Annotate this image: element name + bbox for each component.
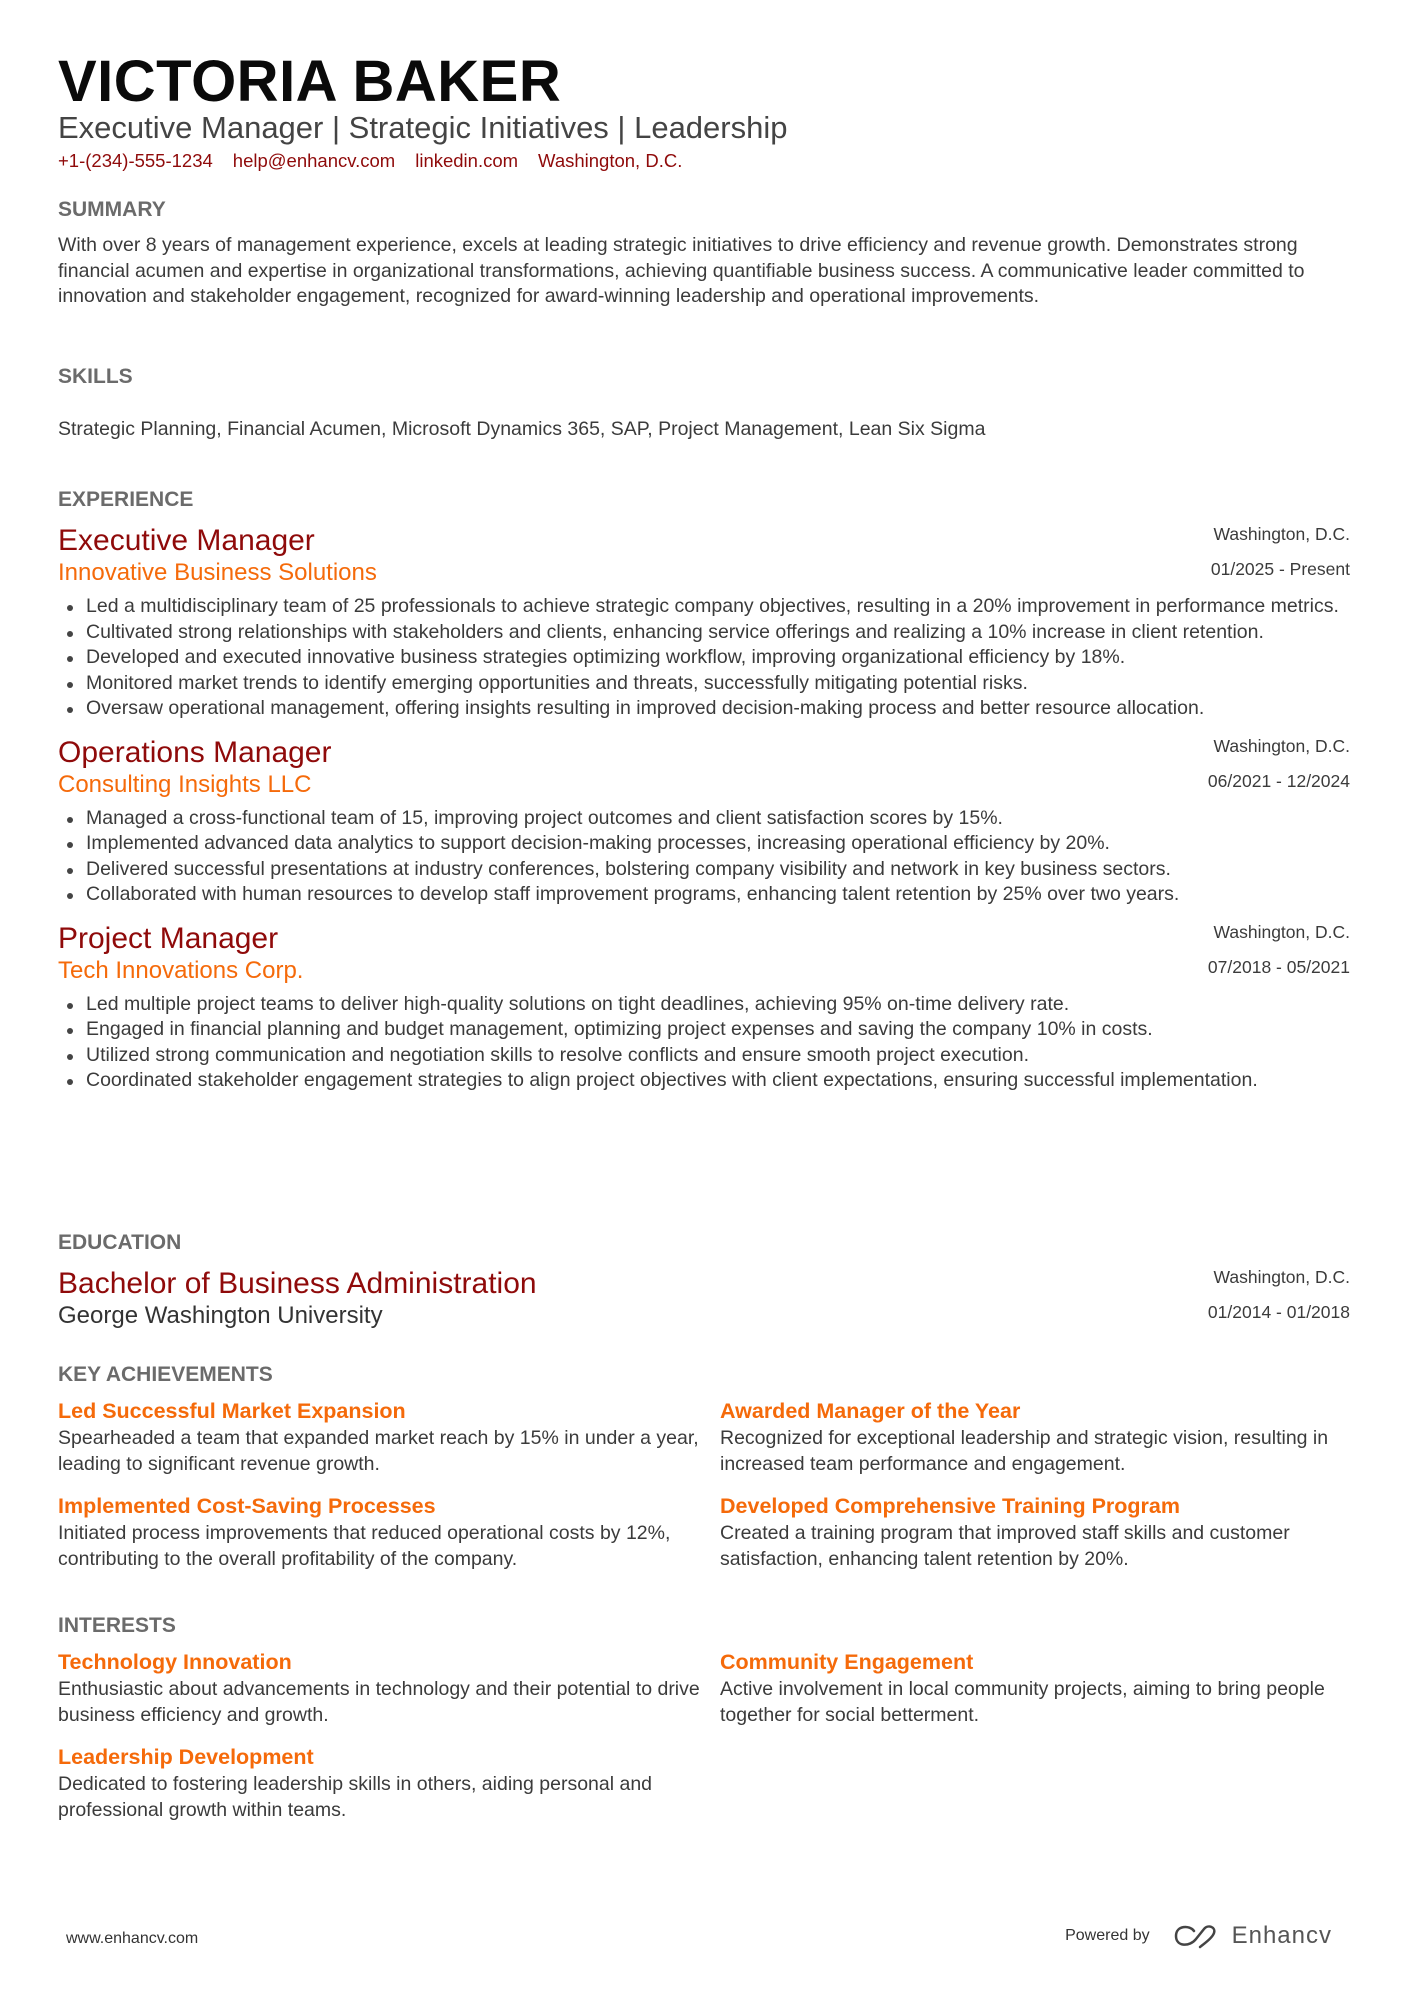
bullet: Utilized strong communication and negotiation skills to resolve conflicts and ensure smooth project execution. [58,1043,1350,1069]
job-entry [58,922,1350,1094]
achievement [720,1491,1350,1572]
job-dates: 06/2021 - 12/2024 [1207,770,1350,791]
footer-branding [1065,1922,1332,1950]
job-company: Innovative Business Solutions [58,559,377,586]
skills-heading: SKILLS [58,365,133,388]
job-role: Project Manager [58,921,279,955]
job-location: Washington, D.C. [1213,921,1350,942]
achievement [720,1396,1350,1477]
bullet: Led multiple project teams to deliver high-quality solutions on tight deadlines, achieving 95% on-time delivery rate. [58,992,1350,1018]
job-bullets [58,806,1350,908]
achievement [58,1491,720,1572]
bullet: Coordinated stakeholder engagement strategies to align project objectives with client expectations, ensuring successful implementation. [58,1068,1350,1094]
achievement-title: Led Successful Market Expansion [58,1399,406,1423]
achievement-text: Created a training program that improved staff skills and customer satisfaction, enhancing talent retention by 20%. [720,1522,1290,1570]
bullet: Led a multidisciplinary team of 25 professionals to achieve strategic company objectives, resulting in a 20% improvement in performance metrics. [58,594,1350,620]
bullet: Collaborated with human resources to develop staff improvement programs, enhancing talent retention by 25% over two years. [58,882,1350,908]
achievements-heading: KEY ACHIEVEMENTS [58,1363,273,1386]
headline: Executive Manager | Strategic Initiatives | Leadership [58,110,788,145]
contact-info [58,150,1350,172]
interest-title: Technology Innovation [58,1650,292,1674]
powered-by: Powered by [1065,1927,1150,1944]
achievement-text: Recognized for exceptional leadership and strategic vision, resulting in increased team performance and engagement. [720,1427,1329,1475]
bullet: Oversaw operational management, offering insights resulting in improved decision-making process and better resource allocation. [58,696,1350,722]
interest-title: Leadership Development [58,1745,314,1769]
achievement-title: Awarded Manager of the Year [720,1399,1021,1423]
experience-heading: EXPERIENCE [58,488,194,511]
education-heading: EDUCATION [58,1231,182,1254]
enhancv-logo-icon [1172,1923,1220,1949]
footer-website[interactable]: www.enhancv.com [66,1930,199,1947]
school: George Washington University [58,1302,383,1329]
location: Washington, D.C. [538,150,683,171]
linkedin[interactable]: linkedin.com [415,150,519,171]
achievement-text: Spearheaded a team that expanded market reach by 15% in under a year, leading to significant revenue growth. [58,1427,699,1475]
education-entry [58,1267,1350,1331]
job-entry [58,524,1350,722]
job-company: Consulting Insights LLC [58,770,312,798]
job-role: Operations Manager [58,735,332,769]
bullet: Delivered successful presentations at industry conferences, bolstering company visibility and network in key business sectors. [58,857,1350,883]
job-bullets [58,992,1350,1094]
interest-text: Enthusiastic about advancements in technology and their potential to drive business efficiency and growth. [58,1678,700,1726]
achievement-text: Initiated process improvements that reduced operational costs by 12%, contributing to the overall profitability of the company. [58,1522,671,1570]
education-dates: 01/2014 - 01/2018 [1207,1302,1350,1322]
job-location: Washington, D.C. [1213,735,1350,756]
achievement-title: Implemented Cost-Saving Processes [58,1494,436,1518]
interest-title: Community Engagement [720,1650,974,1674]
bullet: Implemented advanced data analytics to support decision-making processes, increasing operational efficiency by 20%. [58,831,1350,857]
bullet: Monitored market trends to identify emerging opportunities and threats, successfully mitigating potential risks. [58,671,1350,697]
skills-text: Strategic Planning, Financial Acumen, Microsoft Dynamics 365, SAP, Project Management, Lean Six Sigma [58,418,986,440]
bullet: Engaged in financial planning and budget management, optimizing project expenses and saving the company 10% in costs. [58,1017,1350,1043]
brand-name: Enhancv [1231,1922,1332,1949]
job-entry [58,736,1350,908]
email[interactable]: help@enhancv.com [232,150,396,171]
degree: Bachelor of Business Administration [58,1267,537,1300]
summary-text: With over 8 years of management experience, excels at leading strategic initiatives to drive efficiency and revenue growth. Demonstrates strong financial acumen and expertise in organizational transformations, achieving quantifiable business success. A communicative leader committed to innovation and stakeholder engagement, recognized for award-winning leadership and operational improvements. [58,234,1305,307]
interest [58,1647,720,1728]
achievement [58,1396,720,1477]
bullet: Developed and executed innovative business strategies optimizing workflow, improving organizational efficiency by 18%. [58,645,1350,671]
interest [720,1647,1350,1728]
interest [58,1742,720,1823]
experience-list [58,524,1350,1094]
summary-heading: SUMMARY [58,198,166,221]
candidate-name: VICTORIA BAKER [58,49,562,114]
achievements-grid [58,1396,1350,1572]
interests-grid [58,1647,1350,1823]
interests-heading: INTERESTS [58,1614,176,1637]
job-company: Tech Innovations Corp. [58,956,304,984]
job-dates: 07/2018 - 05/2021 [1207,956,1350,977]
phone[interactable]: +1-(234)-555-1234 [58,150,213,171]
bullet: Cultivated strong relationships with stakeholders and clients, enhancing service offerings and realizing a 10% increase in client retention. [58,620,1350,646]
bullet: Managed a cross-functional team of 15, improving project outcomes and client satisfaction scores by 15%. [58,806,1350,832]
interest-text: Dedicated to fostering leadership skills in others, aiding personal and professional growth within teams. [58,1773,653,1821]
job-dates: 01/2025 - Present [1210,559,1350,579]
job-role: Executive Manager [58,524,315,557]
job-bullets [58,594,1350,722]
achievement-title: Developed Comprehensive Training Program [720,1494,1180,1518]
job-location: Washington, D.C. [1213,524,1350,544]
education-location: Washington, D.C. [1213,1267,1350,1287]
interest-text: Active involvement in local community projects, aiming to bring people together for social betterment. [720,1678,1325,1726]
